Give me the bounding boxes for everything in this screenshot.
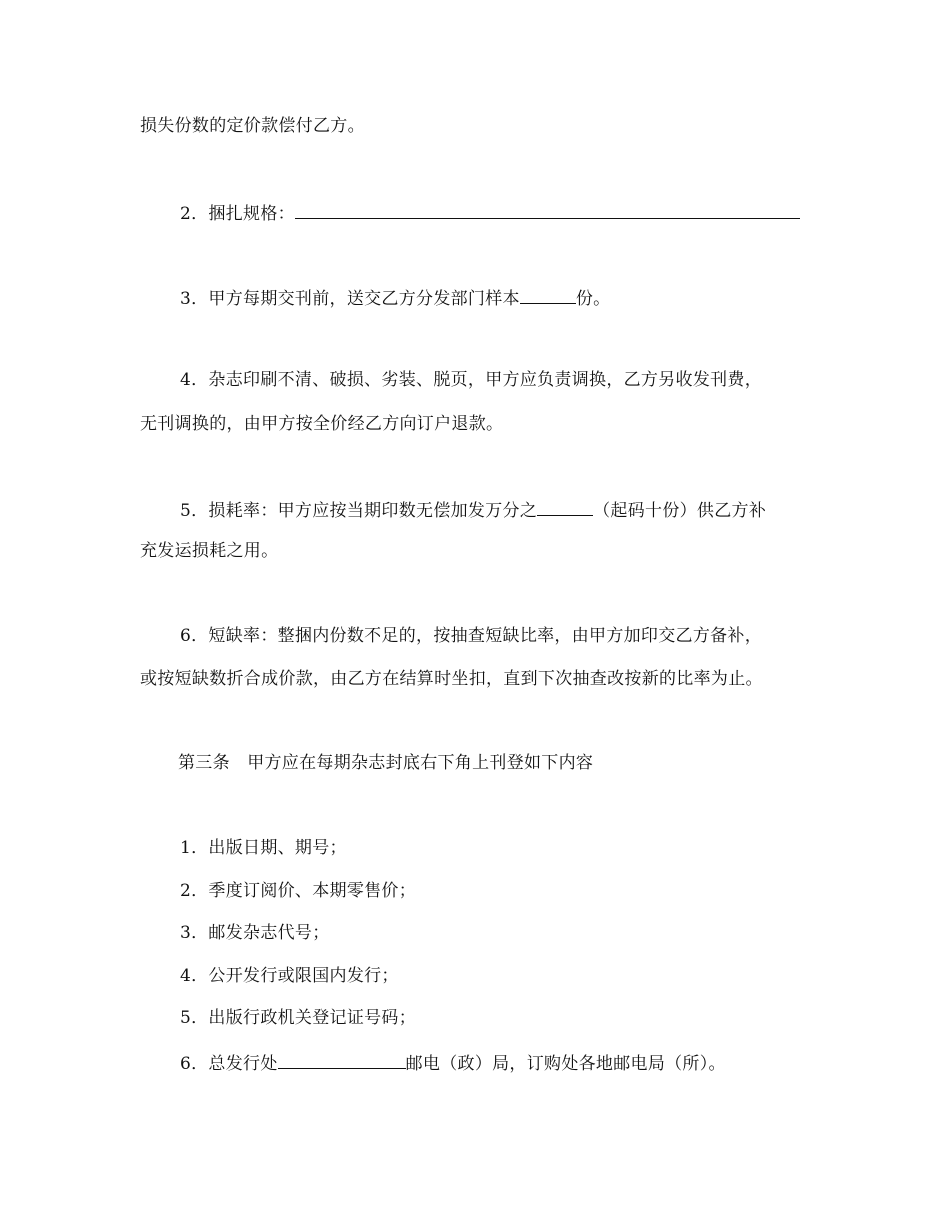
- clause-4-line-1: 4．杂志印刷不清、破损、劣装、脱页，甲方应负责调换，乙方另收发刊费，: [180, 370, 763, 390]
- clause-2-label: 2．捆扎规格：: [180, 204, 295, 224]
- article-3-heading: 第三条 甲方应在每期杂志封底右下角上刊登如下内容: [178, 753, 594, 773]
- clause-3-tail: 份。: [575, 289, 611, 309]
- clause-5-line-1: [180, 497, 766, 522]
- clause-2-binding-spec: [180, 200, 800, 225]
- item-6-tail: 邮电（政）局，订购处各地邮电局（所）。: [405, 1054, 726, 1074]
- loss-rate-blank: [537, 497, 593, 516]
- article-3-item-2: 2．季度订阅价、本期零售价；: [180, 881, 417, 901]
- article-3-item-5: 5．出版行政机关登记证号码；: [180, 1008, 417, 1028]
- item-6-text: 6．总发行处: [180, 1054, 278, 1074]
- article-3-item-6: [180, 1050, 726, 1075]
- clause-5-line-2: 充发运损耗之用。: [140, 541, 279, 561]
- article-3-item-3: 3．邮发杂志代号；: [180, 923, 330, 943]
- clause-4-line-2: 无刊调换的，由甲方按全价经乙方向订户退款。: [140, 414, 504, 434]
- clause-5-tail: （起码十份）供乙方补: [593, 501, 767, 521]
- clause-3-text: 3．甲方每期交刊前，送交乙方分发部门样本: [180, 289, 520, 309]
- article-3-item-1: 1．出版日期、期号；: [180, 838, 347, 858]
- clause-3-samples: [180, 285, 610, 310]
- clause-6-line-1: 6．短缺率：整捆内份数不足的，按抽查短缺比率，由甲方加印交乙方备补，: [180, 626, 763, 646]
- binding-spec-blank: [295, 200, 800, 219]
- clause-6-line-2: 或按短缺数折合成价款，由乙方在结算时坐扣，直到下次抽查改按新的比率为止。: [140, 669, 763, 689]
- distribution-office-blank: [278, 1050, 406, 1069]
- article-3-item-4: 4．公开发行或限国内发行；: [180, 966, 399, 986]
- sample-count-blank: [520, 285, 576, 304]
- paragraph-intro: 损失份数的定价款偿付乙方。: [140, 116, 365, 136]
- clause-5-text: 5．损耗率：甲方应按当期印数无偿加发万分之: [180, 501, 538, 521]
